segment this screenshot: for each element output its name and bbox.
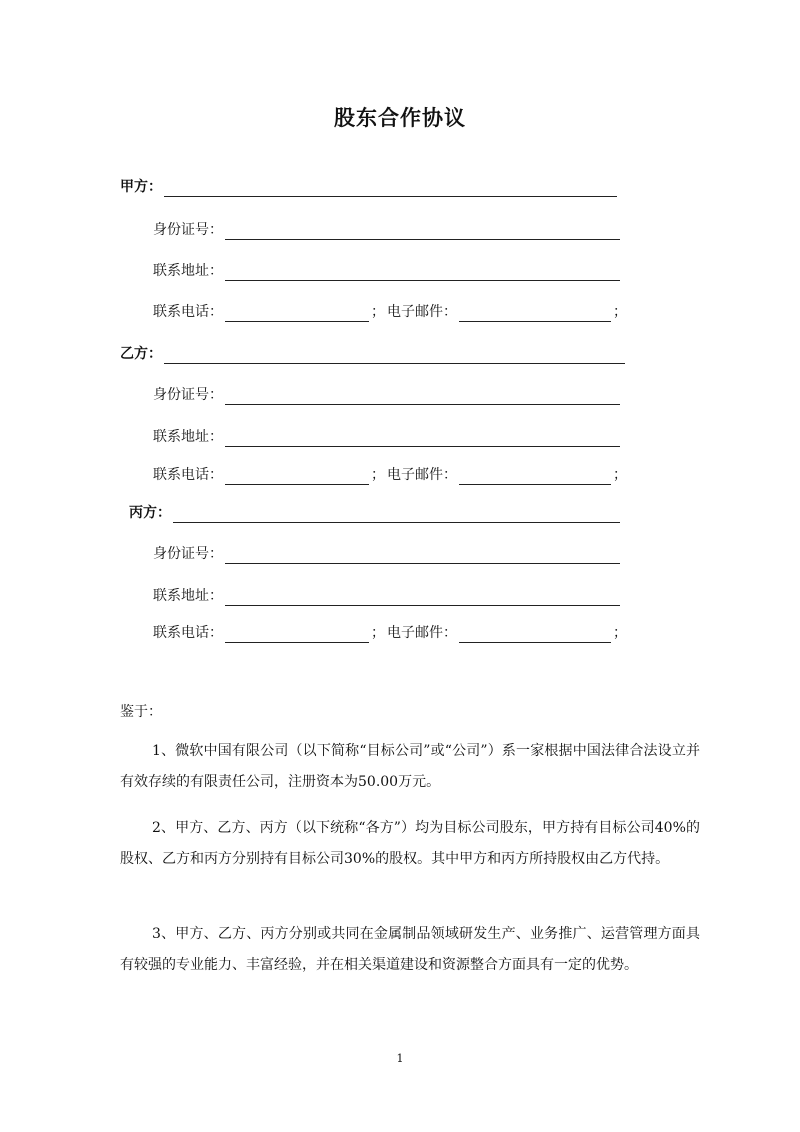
party-a-id-label: 身份证号： bbox=[153, 222, 223, 238]
party-a-address-label: 联系地址： bbox=[153, 263, 223, 279]
party-c-address-field[interactable] bbox=[225, 589, 620, 606]
party-b-id-field[interactable] bbox=[225, 388, 620, 405]
party-c-label: 丙方： bbox=[129, 505, 171, 521]
party-a-name-field[interactable] bbox=[164, 180, 617, 197]
party-a-email-field[interactable] bbox=[459, 305, 611, 322]
party-c-id-row bbox=[153, 542, 620, 564]
party-b-address-row bbox=[153, 425, 620, 447]
party-b-phone-field[interactable] bbox=[225, 468, 369, 485]
party-a-end-semicolon: ； bbox=[613, 304, 627, 320]
party-c-contact-row bbox=[153, 621, 629, 643]
party-a-contact-row bbox=[153, 300, 629, 322]
party-a-id-row bbox=[153, 218, 620, 240]
party-a-label: 甲方： bbox=[120, 179, 162, 195]
document-title: 股东合作协议 bbox=[334, 106, 466, 130]
party-c-email-label: 电子邮件： bbox=[387, 625, 457, 641]
party-c-end-semicolon: ； bbox=[613, 625, 627, 641]
party-b-name-row bbox=[120, 342, 625, 364]
party-c-name-row bbox=[129, 501, 620, 523]
party-a-phone-field[interactable] bbox=[225, 305, 369, 322]
party-b-phone-label: 联系电话： bbox=[153, 467, 223, 483]
party-c-id-field[interactable] bbox=[225, 547, 620, 564]
party-c-phone-field[interactable] bbox=[225, 626, 369, 643]
party-a-semicolon: ； bbox=[371, 304, 385, 320]
whereas-clause-2: 2、甲方、乙方、丙方（以下统称“各方”）均为目标公司股东，甲方持有目标公司40%的股权、乙方和丙方分别持有目标公司30%的股权。其中甲方和丙方所持股权由乙方代持。 bbox=[120, 820, 700, 867]
party-c-address-label: 联系地址： bbox=[153, 588, 223, 604]
party-b-address-field[interactable] bbox=[225, 430, 620, 447]
party-b-email-label: 电子邮件： bbox=[387, 467, 457, 483]
page-number: 1 bbox=[396, 1052, 404, 1065]
party-c-email-field[interactable] bbox=[459, 626, 611, 643]
party-a-phone-label: 联系电话： bbox=[153, 304, 223, 320]
party-b-email-field[interactable] bbox=[459, 468, 611, 485]
party-b-name-field[interactable] bbox=[164, 347, 625, 364]
party-b-semicolon: ； bbox=[371, 467, 385, 483]
whereas-clause-1: 1、微软中国有限公司（以下简称“目标公司”或“公司”）系一家根据中国法律合法设立并有效存续的有限责任公司，注册资本为50.00万元。 bbox=[120, 743, 700, 790]
party-c-semicolon: ； bbox=[371, 625, 385, 641]
party-b-label: 乙方： bbox=[120, 346, 162, 362]
party-a-email-label: 电子邮件： bbox=[387, 304, 457, 320]
party-c-address-row bbox=[153, 584, 620, 606]
party-b-id-label: 身份证号： bbox=[153, 387, 223, 403]
party-a-id-field[interactable] bbox=[225, 223, 620, 240]
party-c-phone-label: 联系电话： bbox=[153, 625, 223, 641]
party-b-address-label: 联系地址： bbox=[153, 429, 223, 445]
whereas-clause-3: 3、甲方、乙方、丙方分别或共同在金属制品领域研发生产、业务推广、运营管理方面具有较强的专业能力、丰富经验，并在相关渠道建设和资源整合方面具有一定的优势。 bbox=[120, 926, 700, 973]
party-b-contact-row bbox=[153, 463, 629, 485]
party-c-id-label: 身份证号： bbox=[153, 546, 223, 562]
party-a-address-field[interactable] bbox=[225, 264, 620, 281]
whereas-heading: 鉴于： bbox=[120, 704, 162, 720]
party-a-address-row bbox=[153, 259, 620, 281]
party-c-name-field[interactable] bbox=[173, 506, 620, 523]
party-b-end-semicolon: ； bbox=[613, 467, 627, 483]
party-a-name-row bbox=[120, 175, 617, 197]
party-b-id-row bbox=[153, 383, 620, 405]
